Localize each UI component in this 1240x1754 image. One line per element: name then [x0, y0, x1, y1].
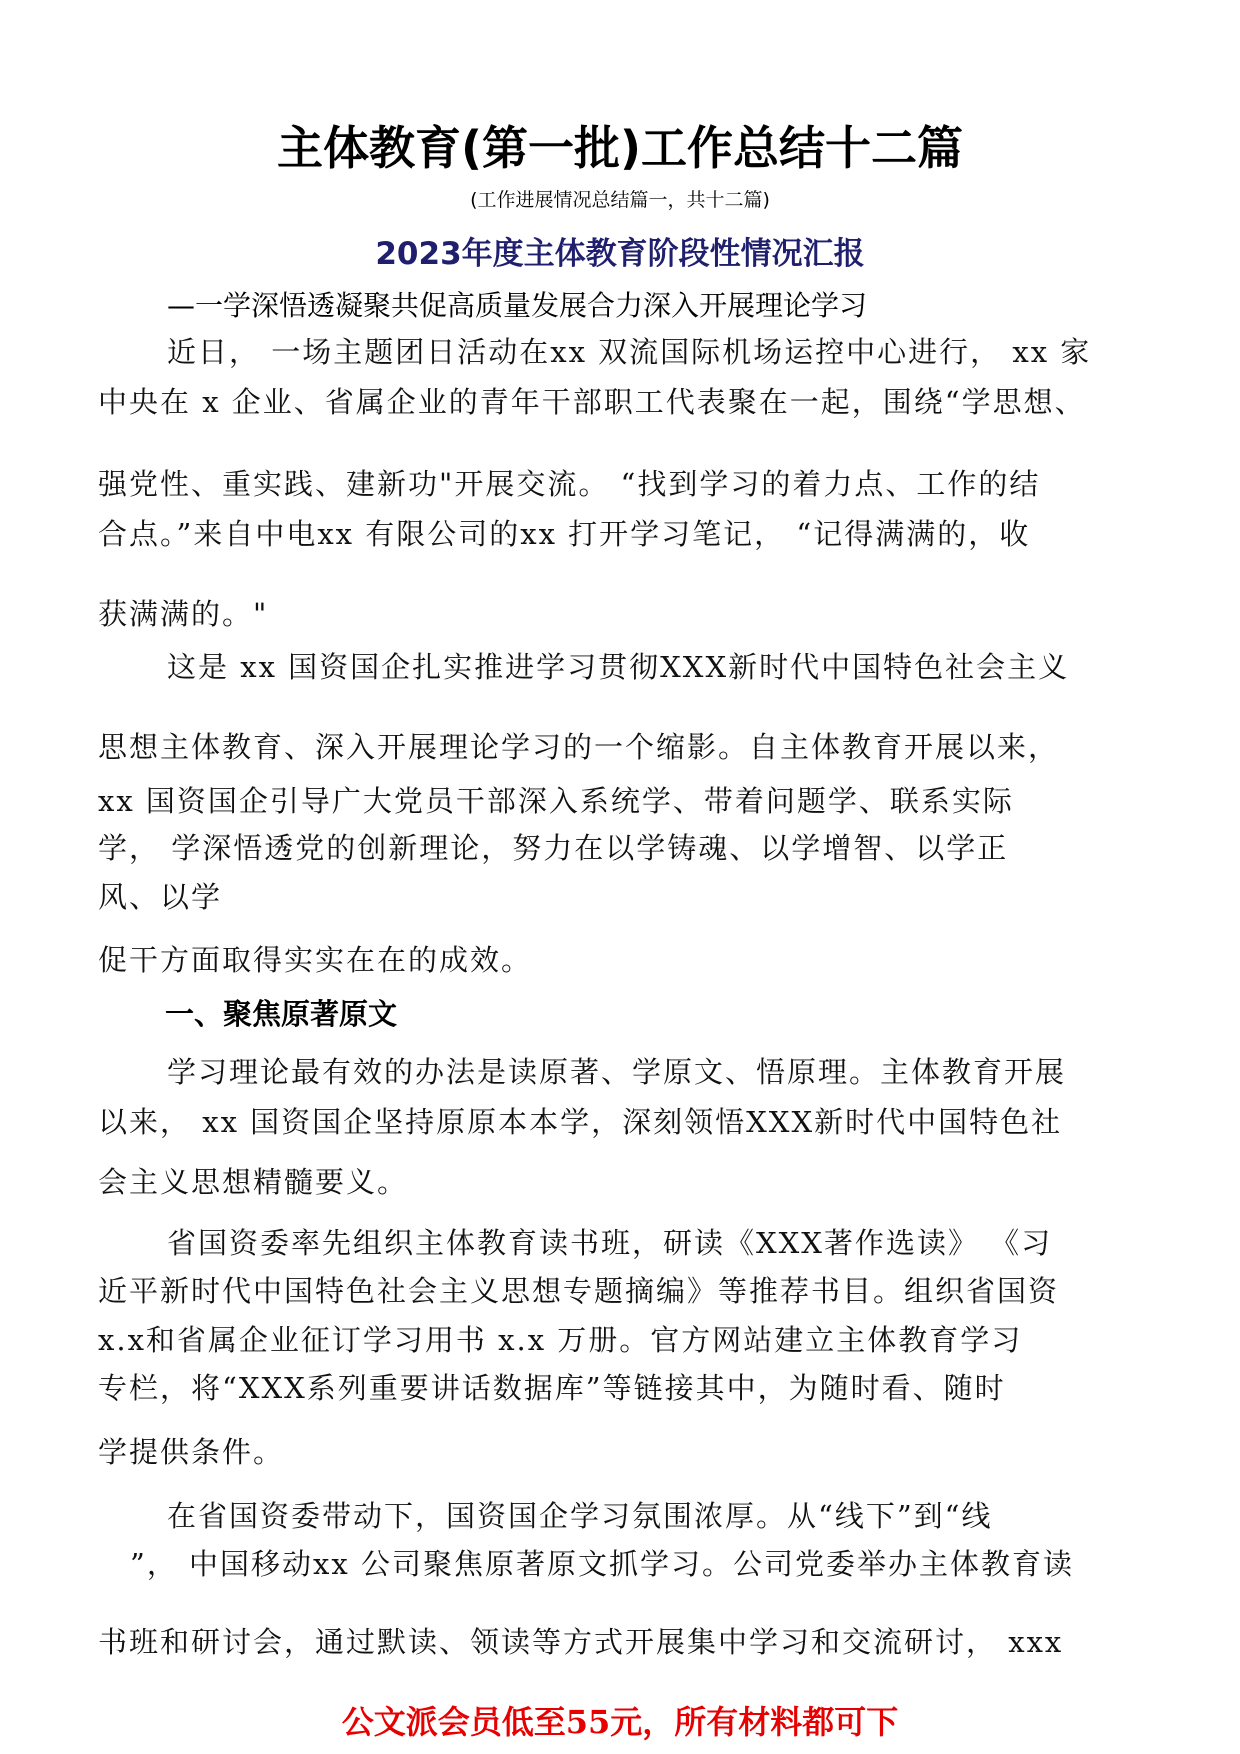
body-line: ”， 中国移动xx 公司聚焦原著原文抓学习。公司党委举办主体教育读 [130, 1547, 1074, 1581]
membership-ad-banner[interactable]: 公文派会员低至55元，所有材料都可下 [341, 1703, 899, 1741]
body-line: 获满满的。" [98, 597, 269, 631]
body-line: 省国资委率先组织主体教育读书班，研读《XXX著作选读》 《习 [167, 1226, 1053, 1260]
body-line: 促干方面取得实实在在的成效。 [98, 943, 533, 977]
body-line: 以来， xx 国资国企坚持原原本本学，深刻领悟XXX新时代中国特色社 [98, 1105, 1063, 1139]
section-heading: 一、聚焦原著原文 [165, 997, 398, 1031]
body-line: 思想主体教育、深入开展理论学习的一个缩影。自主体教育开展以来， [98, 730, 1060, 764]
body-line: 这是 xx 国资国企扎实推进学习贯彻XXX新时代中国特色社会主义 [167, 650, 1070, 684]
body-line: 学习理论最有效的办法是读原著、学原文、悟原理。主体教育开展 [167, 1055, 1067, 1089]
body-line: 近日， 一场主题团日活动在xx 双流国际机场运控中心进行， xx 家 [167, 335, 1092, 369]
body-line: 学， 学深悟透党的创新理论，努力在以学铸魂、以学增智、以学正 [98, 831, 1009, 865]
document-title: 主体教育(第一批)工作总结十二篇 [276, 121, 964, 175]
body-line: 会主义思想精髓要义。 [98, 1165, 409, 1199]
report-title: 2023年度主体教育阶段性情况汇报 [375, 236, 865, 272]
body-line: 合点。”来自中电xx 有限公司的xx 打开学习笔记， “记得满满的，收 [98, 517, 1031, 551]
body-line: 中央在 x 企业、省属企业的青年干部职工代表聚在一起，围绕“学思想、 [98, 385, 1086, 419]
body-line: xx 国资国企引导广大党员干部深入系统学、带着问题学、联系实际 [98, 784, 1014, 818]
body-line: 近平新时代中国特色社会主义思想专题摘编》等推荐书目。组织省国资 [98, 1274, 1060, 1308]
body-line: x.x和省属企业征订学习用书 x.x 万册。官方网站建立主体教育学习 [98, 1323, 1023, 1357]
document-subnote: (工作进展情况总结篇一，共十二篇) [470, 189, 770, 211]
body-line: 学提供条件。 [98, 1435, 285, 1469]
body-line: 书班和研讨会，通过默读、领读等方式开展集中学习和交流研讨， xxx [98, 1625, 1064, 1659]
body-line: 在省国资委带动下，国资国企学习氛围浓厚。从“线下”到“线 [167, 1499, 993, 1533]
body-line: 强党性、重实践、建新功"开展交流。 “找到学习的着力点、工作的结 [98, 467, 1041, 501]
body-line: 风、以学 [98, 880, 223, 914]
body-line: 专栏，将“XXX系列重要讲话数据库”等链接其中，为随时看、随时 [98, 1371, 1006, 1405]
report-subtitle: —一学深悟透凝聚共促高质量发展合力深入开展理论学习 [167, 289, 868, 322]
